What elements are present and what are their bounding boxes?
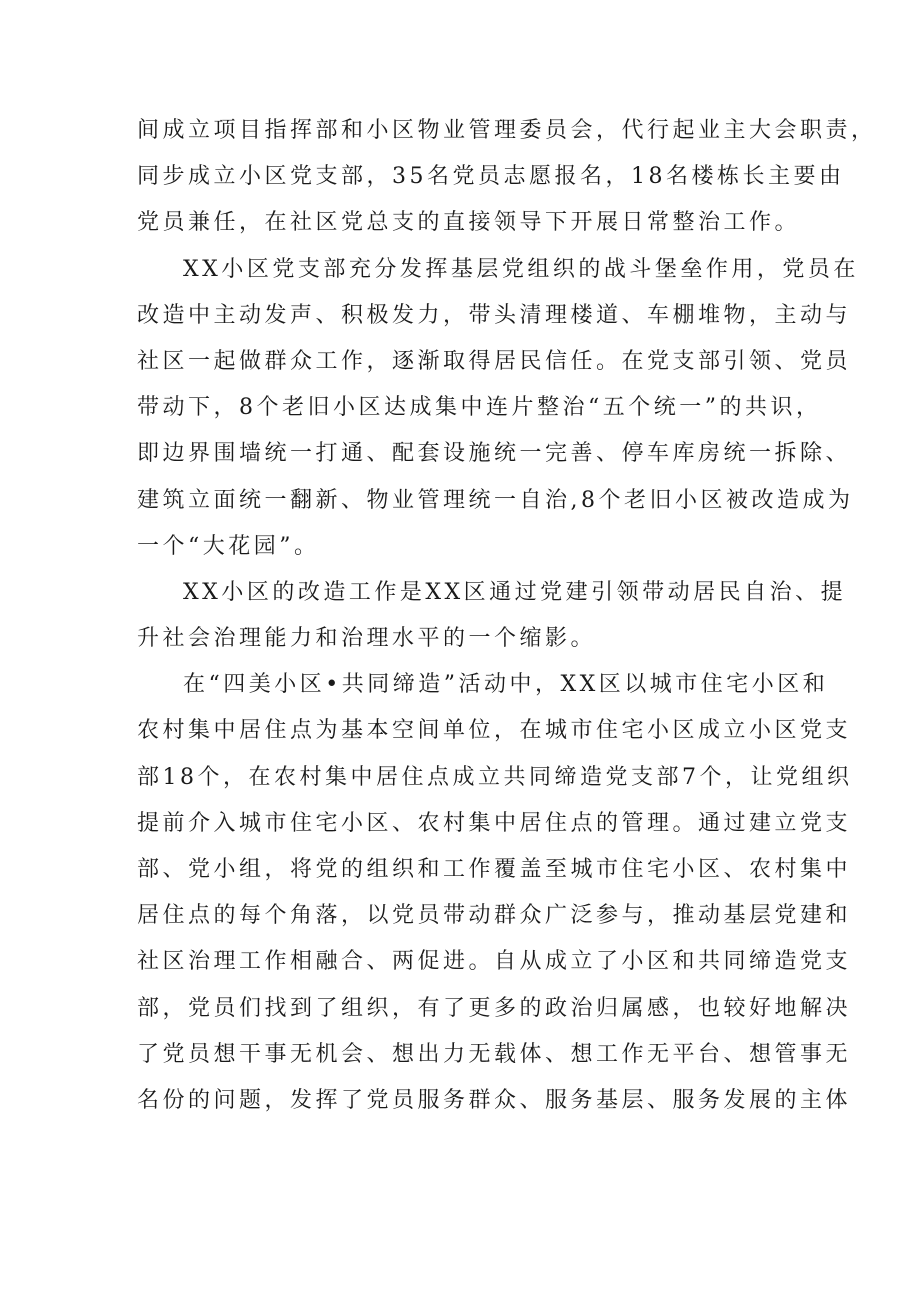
- text-line: 部、党小组，将党的组织和工作覆盖至城市住宅小区、农村集中: [137, 857, 852, 882]
- body-text: [137, 108, 877, 1124]
- paragraph-start-line: XX小区的改造工作是XX区通过党建引领带动居民自治、提: [183, 579, 847, 605]
- text-line: 了党员想干事无机会、想出力无载体、想工作无平台、想管事无: [137, 1041, 852, 1067]
- text-line: 党员兼任，在社区党总支的直接领导下开展日常整治工作。: [137, 210, 801, 236]
- text-line: 一个“大花园”。: [137, 533, 320, 559]
- paragraph-start-line: 在“四美小区•共同缔造”活动中，XX区以城市住宅小区和: [183, 672, 829, 698]
- text-line: 改造中主动发声、积极发力，带头清理楼道、车棚堆物，主动与: [137, 302, 852, 328]
- text-line: 提前介入城市住宅小区、农村集中居住点的管理。通过建立党支: [137, 810, 852, 836]
- text-line: 社区一起做群众工作，逐渐取得居民信任。在党支部引领、党员: [137, 348, 852, 374]
- text-line: 部18个，在农村集中居住点成立共同缔造党支部7个，让党组织: [137, 764, 853, 790]
- text-line: 升社会治理能力和治理水平的一个缩影。: [137, 626, 597, 652]
- text-line: 居住点的每个角落，以党员带动群众广泛参与，推动基层党建和: [137, 903, 852, 929]
- text-line: 社区治理工作相融合、两促进。自从成立了小区和共同缔造党支: [137, 949, 852, 975]
- text-line: 间成立项目指挥部和小区物业管理委员会，代行起业主大会职责，: [137, 118, 877, 143]
- text-line: 带动下，8个老旧小区达成集中连片整治“五个统一”的共识，: [137, 395, 822, 421]
- text-line: 农村集中居住点为基本空间单位，在城市住宅小区成立小区党支: [137, 718, 852, 744]
- text-line: 即边界围墙统一打通、配套设施统一完善、停车库房统一拆除、: [137, 441, 852, 467]
- text-line: 名份的问题，发挥了党员服务群众、服务基层、服务发展的主体: [137, 1087, 852, 1113]
- text-line: 同步成立小区党支部，35名党员志愿报名，18名楼栋长主要由: [137, 164, 845, 190]
- text-line: 部，党员们找到了组织，有了更多的政治归属感，也较好地解决: [137, 995, 852, 1021]
- text-line: 建筑立面统一翻新、物业管理统一自治,8个老旧小区被改造成为: [137, 487, 854, 513]
- paragraph-start-line: XX小区党支部充分发挥基层党组织的战斗堡垒作用，党员在: [183, 256, 859, 282]
